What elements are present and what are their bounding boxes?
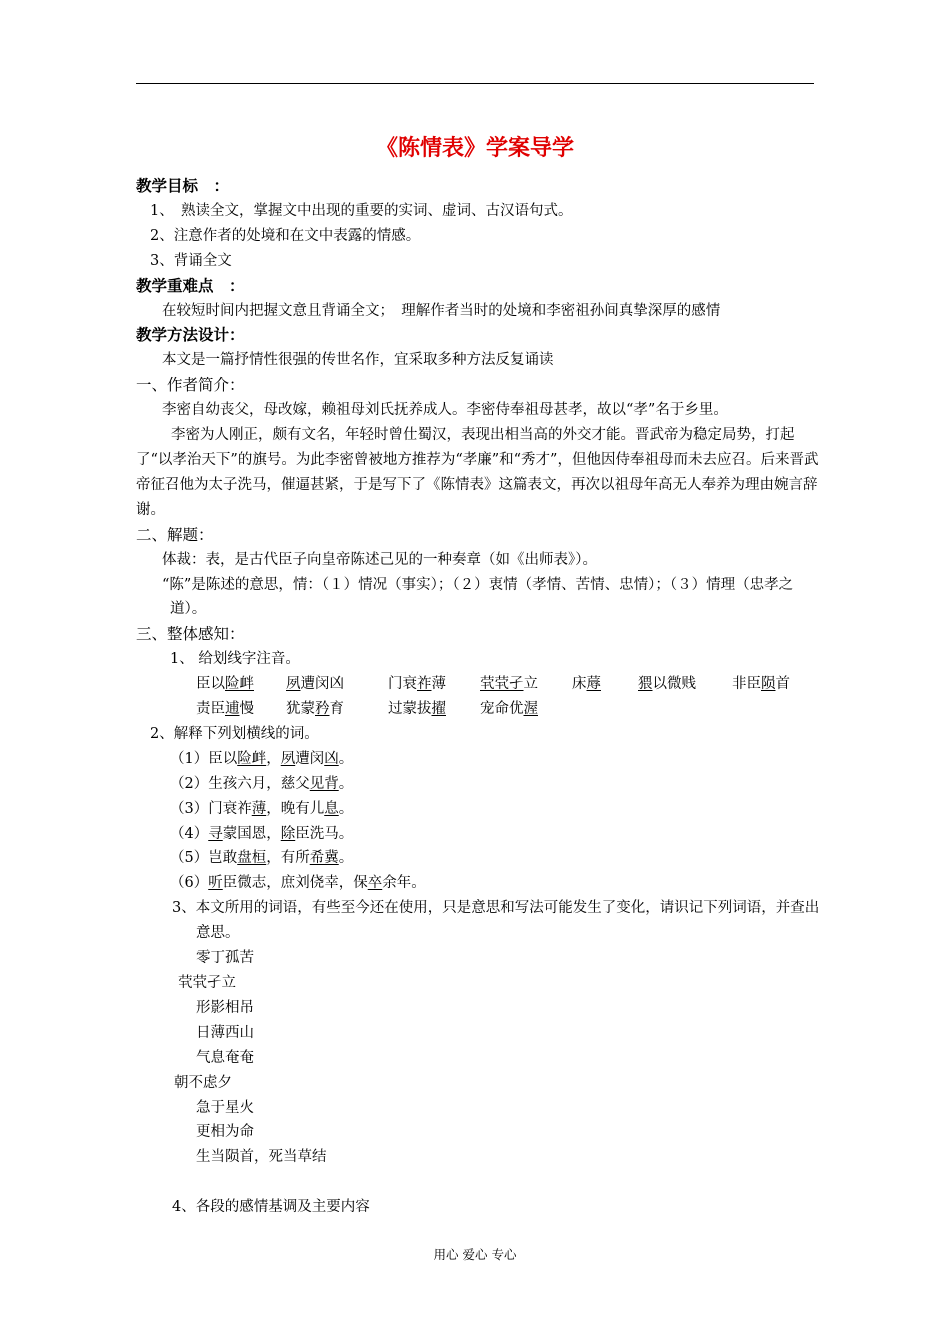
question-4: 4、各段的感情基调及主要内容 [172,1199,370,1216]
pinyin-word: 过蒙拔擢 [388,701,446,718]
pinyin-word: 臣以险衅 [196,676,254,693]
pinyin-word: 猥以微贱 [638,676,696,693]
question-1: 1、 给划线字注音。 [170,651,300,668]
difficulty-heading: 教学重难点 ： [136,276,245,295]
idiom-item: 更相为命 [196,1124,254,1141]
question-2: 2、解释下列划横线的词。 [150,725,319,742]
title-explain-heading: 二、解题： [136,525,214,544]
explain-list [136,747,826,896]
idiom-item: 日薄西山 [196,1024,254,1041]
difficulty-text: 在较短时间内把握文意且背诵全文； 理解作者当时的处境和李密祖孙间真挚深厚的感情 [162,302,721,319]
idiom-item: 茕茕孑立 [178,975,236,991]
document-body [136,174,826,1220]
overall-heading: 三、整体感知： [136,625,245,644]
pinyin-word: 门衰祚薄 [388,676,446,693]
goal-item: 3、背诵全文 [150,252,232,269]
pinyin-word: 茕茕孑立 [480,676,538,693]
method-heading: 教学方法设计： [136,326,245,345]
pinyin-row-2 [136,697,826,722]
idiom-item: 形影相吊 [196,999,254,1016]
goal-item: 1、 熟读全文，掌握文中出现的重要的实词、虚词、古汉语句式。 [150,202,573,219]
idiom-item: 急于星火 [196,1099,254,1116]
goal-item: 2、注意作者的处境和在文中表露的情感。 [150,227,421,244]
page-title: 《陈情表》学案导学 [375,136,574,161]
idiom-list [136,946,826,1170]
explain-item: （1）臣以险衅，夙遭闵凶。 [170,750,354,767]
pinyin-word: 非臣陨首 [732,676,790,693]
idiom-item: 生当陨首，死当草结 [196,1149,327,1166]
page-footer: 用心 爱心 专心 [433,1247,517,1262]
pinyin-word: 夙遭闵凶 [286,676,344,693]
explain-item: （3）门衰祚薄，晚有儿息。 [170,800,354,817]
pinyin-word: 犹蒙矜育 [286,701,344,718]
spacer [136,1170,826,1195]
idiom-item: 气息奄奄 [196,1049,254,1066]
author-heading: 一、作者简介： [136,376,245,395]
explain-item: （4）寻蒙国恩，除臣洗马。 [170,825,354,842]
goals-heading: 教学目标 ： [136,177,230,195]
header-rule [136,83,814,84]
author-paragraph-1: 李密自幼丧父，母改嫁，赖祖母刘氏抚养成人。李密侍奉祖母甚孝，故以“孝”名于乡里。 [162,402,728,419]
pinyin-word: 床蓐 [572,676,601,693]
pinyin-row-1 [136,672,826,697]
method-text: 本文是一篇抒情性很强的传世名作，宜采取多种方法反复诵读 [162,352,554,369]
pinyin-word: 责臣逋慢 [196,701,254,718]
explain-item: （6）听臣微志，庶刘侥幸，保卒余年。 [170,875,426,892]
chen-text: “陈”是陈述的意思，情：（１）情况（事实）；（２）衷情（孝情、苦情、忠情）；（３）情理（忠孝之道）。 [162,576,794,618]
pinyin-word: 宠命优渥 [480,701,538,718]
idiom-item: 朝不虑夕 [174,1074,232,1091]
explain-item: （5）岂敢盘桓，有所希冀。 [170,850,354,867]
question-3: 3、本文所用的词语，有些至今还在使用，只是意思和写法可能发生了变化，请识记下列词语，并查出意思。 [172,900,820,942]
author-paragraph-2: 李密为人刚正，颇有文名，年轻时曾仕蜀汉，表现出相当高的外交才能。晋武帝为稳定局势，打起了“以孝治天下”的旗号。为此李密曾被地方推荐为“孝廉”和“秀才”，但他因侍奉祖母而未去应召。后来晋武帝征召他为太子洗马，催逼甚紧，于是写下了《陈情表》这篇表文，再次以祖母年高无人奉养为理由婉言辞谢。 [136,427,819,518]
explain-item: （2）生孩六月，慈父见背。 [170,775,354,792]
idiom-item: 零丁孤苦 [196,950,254,967]
genre-text: 体裁：表，是古代臣子向皇帝陈述己见的一种奏章（如《出师表》）。 [162,551,597,568]
